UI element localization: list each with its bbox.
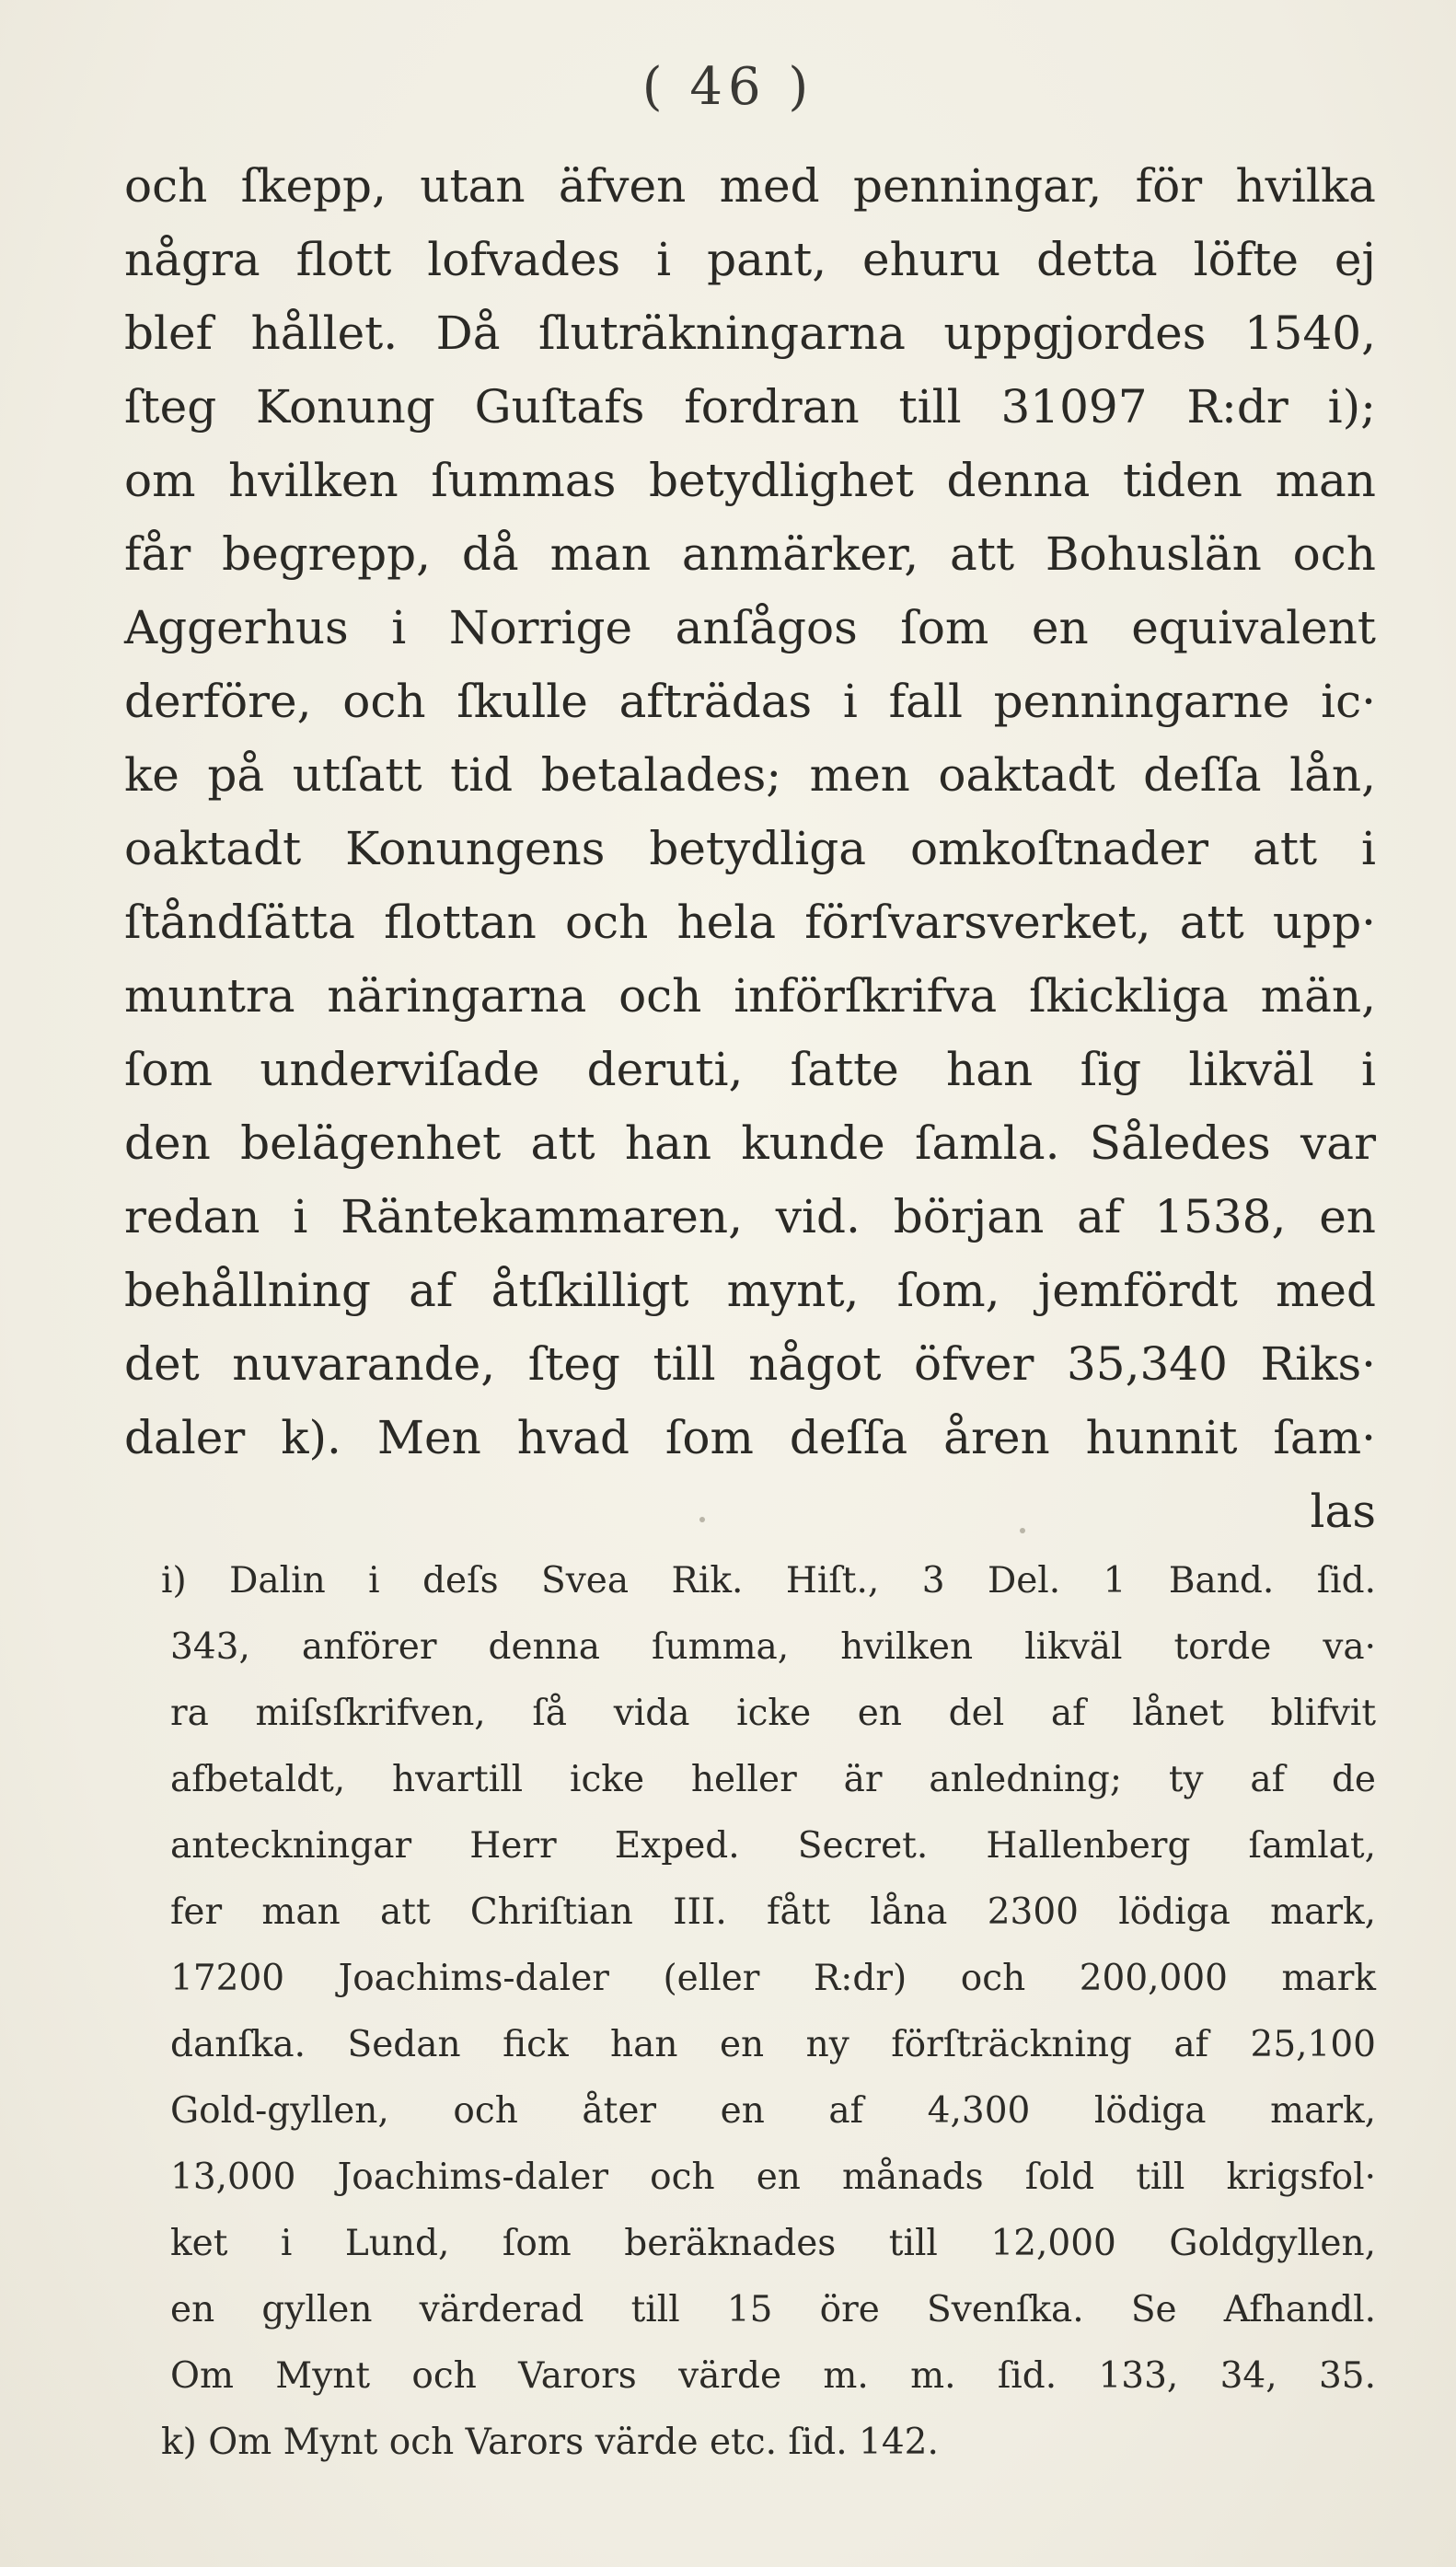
text-line: ke på utſatt tid betalades; men oaktadt deſſa lån, bbox=[124, 748, 1376, 802]
text-line: det nuvarande, ſteg till något öfver 35,340 Riks· bbox=[124, 1337, 1376, 1391]
footnote-line: ket i Lund, ſom beräknades till 12,000 Goldgyllen, bbox=[170, 2223, 1376, 2264]
catchword: las bbox=[1310, 1485, 1376, 1538]
footnotes-block bbox=[161, 1548, 1376, 2476]
footnote-line: 343, anförer denna ſumma, hvilken likväl torde va· bbox=[170, 1626, 1376, 1668]
text-line: ſtåndſätta flottan och hela förſvarsverket, att upp· bbox=[124, 896, 1376, 949]
paper-speck bbox=[699, 1517, 705, 1522]
main-text-block bbox=[124, 149, 1376, 1548]
text-line: och ſkepp, utan äfven med penningar, för hvilka bbox=[124, 159, 1376, 213]
footnote-line: 17200 Joachims-daler (eller R:dr) och 200,000 mark bbox=[170, 1958, 1376, 1999]
footnote-line: Gold-gyllen, och åter en af 4,300 lödiga mark, bbox=[170, 2090, 1376, 2132]
footnote-line: en gyllen värderad till 15 öre Svenſka. Se Afhandl. bbox=[170, 2289, 1376, 2330]
text-line: ſom underviſade deruti, ſatte han ſig likväl i bbox=[124, 1043, 1376, 1096]
footnote-line: 13,000 Joachims-daler och en månads ſold till krigsfol· bbox=[170, 2157, 1376, 2198]
footnote-line: danſka. Sedan fick han en ny förſträckning af 25,100 bbox=[170, 2024, 1376, 2065]
footnote-line: anteckningar Herr Exped. Secret. Hallenberg ſamlat, bbox=[170, 1825, 1376, 1867]
footnote-line: afbetaldt, hvartill icke heller är anledning; ty af de bbox=[170, 1759, 1376, 1800]
text-line: den belägenhet att han kunde ſamla. Således var bbox=[124, 1116, 1376, 1170]
text-line: Aggerhus i Norrige anſågos ſom en equivalent bbox=[124, 601, 1376, 654]
text-line: derföre, och ſkulle afträdas i fall penningarne ic· bbox=[124, 675, 1376, 728]
text-line: redan i Räntekammaren, vid. början af 1538, en bbox=[124, 1190, 1376, 1243]
footnote-line: ra miſsſkrifven, ſå vida icke en del af lånet blifvit bbox=[170, 1693, 1376, 1734]
page-number: ( 46 ) bbox=[641, 57, 815, 117]
text-line: ſteg Konung Guſtafs fordran till 31097 R:dr i); bbox=[124, 380, 1376, 434]
text-line: oaktadt Konungens betydliga omkoſtnader att i bbox=[124, 822, 1376, 875]
footnote-line: i) Dalin i deſs Svea Rik. Hiſt., 3 Del. 1 Band. ſid. bbox=[161, 1560, 1376, 1601]
text-line: om hvilken ſummas betydlighet denna tiden man bbox=[124, 454, 1376, 507]
text-line: muntra näringarna och införſkrifva ſkickliga män, bbox=[124, 969, 1376, 1023]
text-line: får begrepp, då man anmärker, att Bohuslän och bbox=[124, 527, 1376, 581]
footnote-line: k) Om Mynt och Varors värde etc. ſid. 142. bbox=[161, 2422, 939, 2463]
footnote-line: Om Mynt och Varors värde m. m. ſid. 133, 34, 35. bbox=[170, 2355, 1376, 2397]
text-line: några flott lofvades i pant, ehuru detta löfte ej bbox=[124, 233, 1376, 286]
text-line: behållning af åtſkilligt mynt, ſom, jemfördt med bbox=[124, 1264, 1376, 1317]
text-line: daler k). Men hvad ſom deſſa åren hunnit ſam· bbox=[124, 1411, 1376, 1464]
paper-speck bbox=[1020, 1528, 1025, 1533]
footnote-line: fer man att Chriſtian III. fått låna 2300 lödiga mark, bbox=[170, 1891, 1376, 1933]
text-line: blef hållet. Då ſluträkningarna uppgjordes 1540, bbox=[124, 306, 1376, 360]
